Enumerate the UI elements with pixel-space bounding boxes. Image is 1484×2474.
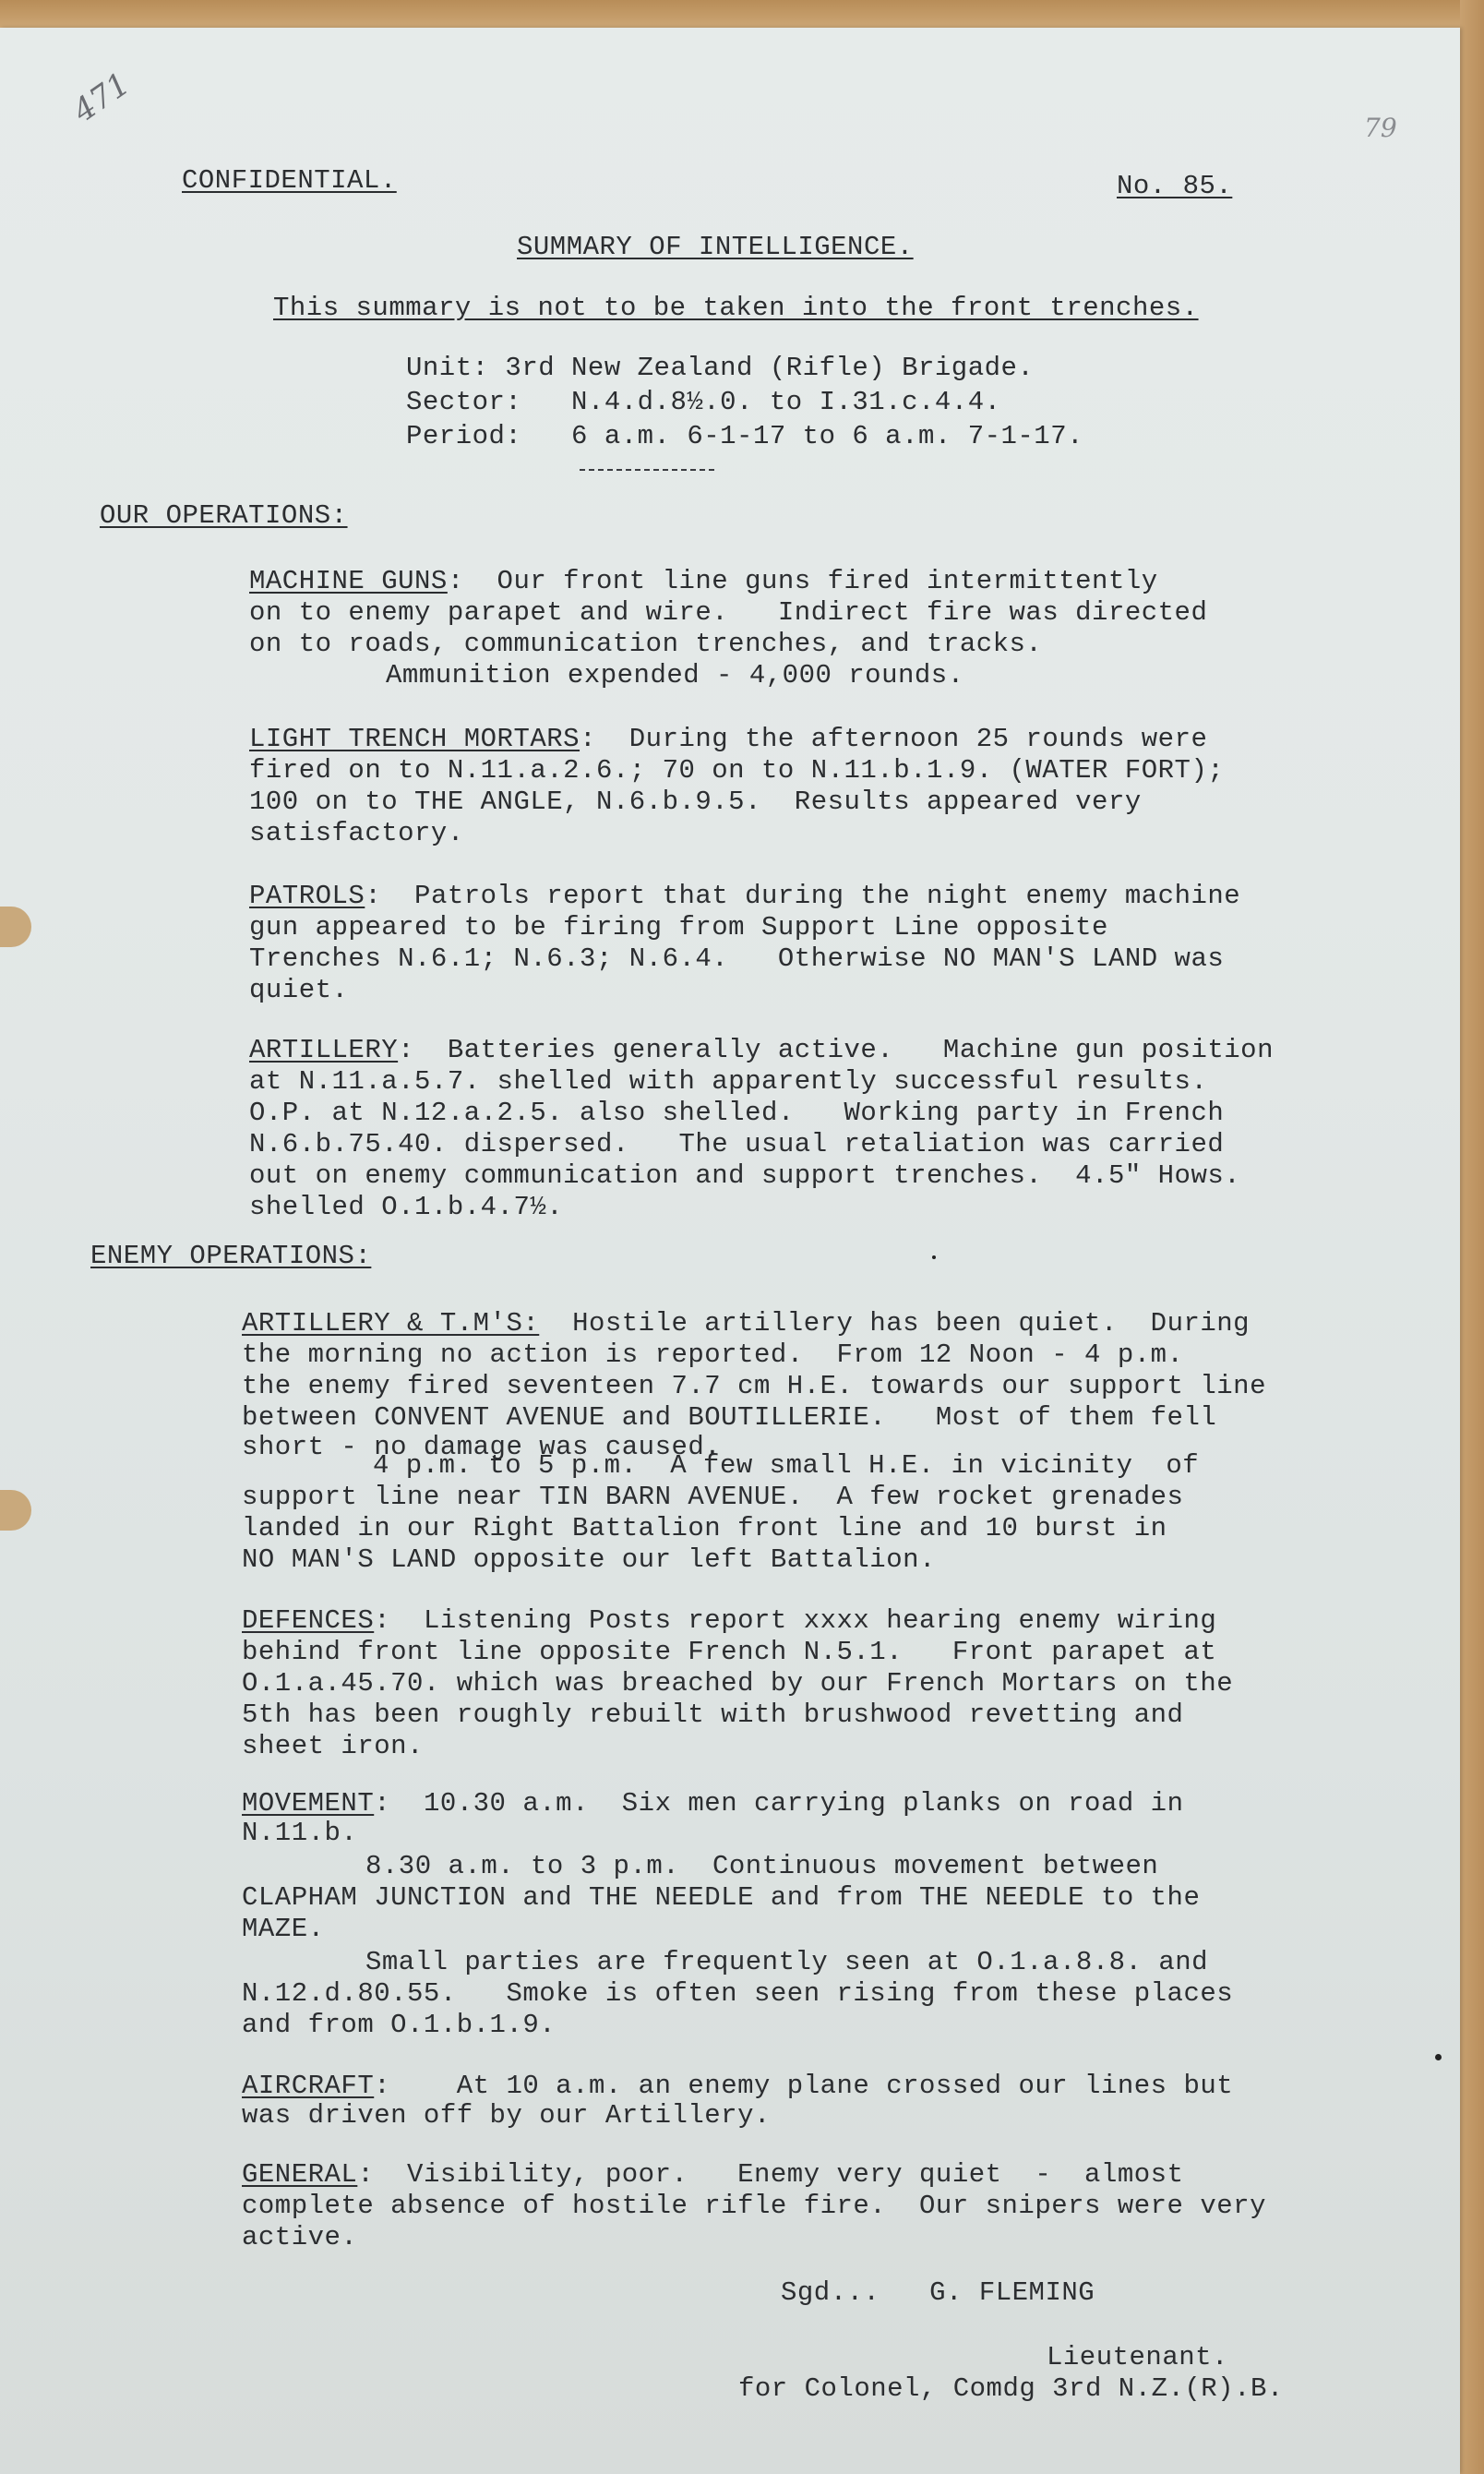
label-general: GENERAL [242, 2159, 358, 2190]
label-machine-guns: MACHINE GUNS [249, 566, 448, 596]
label-artillery: ARTILLERY [249, 1035, 399, 1065]
signature-sgd: Sgd... G. FLEMING [781, 2277, 1095, 2308]
ink-speck [932, 1255, 936, 1259]
handwritten-folio-number: 471 [66, 65, 138, 130]
label-defences: DEFENCES [242, 1605, 375, 1636]
label-light-trench-mortars: LIGHT TRENCH MORTARS [249, 724, 580, 754]
section-heading-enemy-operations: ENEMY OPERATIONS: [90, 1241, 372, 1271]
document-title: SUMMARY OF INTELLIGENCE. [517, 232, 914, 262]
unit-line: Unit: 3rd New Zealand (Rifle) Brigade. [406, 353, 1035, 383]
label-artillery-tms: ARTILLERY & T.M'S: [242, 1308, 540, 1339]
desk-edge [1460, 0, 1484, 2474]
classification-label: CONFIDENTIAL. [182, 165, 397, 196]
handwritten-page-number: 79 [1364, 113, 1397, 143]
sector-line: Sector: N.4.d.8½.0. to I.31.c.4.4. [406, 387, 1001, 417]
period-line: Period: 6 a.m. 6-1-17 to 6 a.m. 7-1-17. [406, 421, 1084, 451]
punch-hole-bottom [0, 1490, 31, 1531]
section-heading-our-operations: OUR OPERATIONS: [100, 500, 348, 531]
punch-hole-top [0, 907, 31, 947]
signature-rank: Lieutenant. [1047, 2342, 1228, 2372]
document-number: No. 85. [1117, 171, 1233, 201]
distribution-warning: This summary is not to be taken into the front trenches. [273, 293, 1199, 323]
ink-speck [1435, 2054, 1442, 2060]
label-movement: MOVEMENT [242, 1788, 375, 1819]
header-divider [580, 469, 714, 471]
label-patrols: PATROLS [249, 881, 365, 911]
signature-for: for Colonel, Comdg 3rd N.Z.(R).B. [738, 2373, 1284, 2404]
label-aircraft: AIRCRAFT [242, 2071, 375, 2101]
